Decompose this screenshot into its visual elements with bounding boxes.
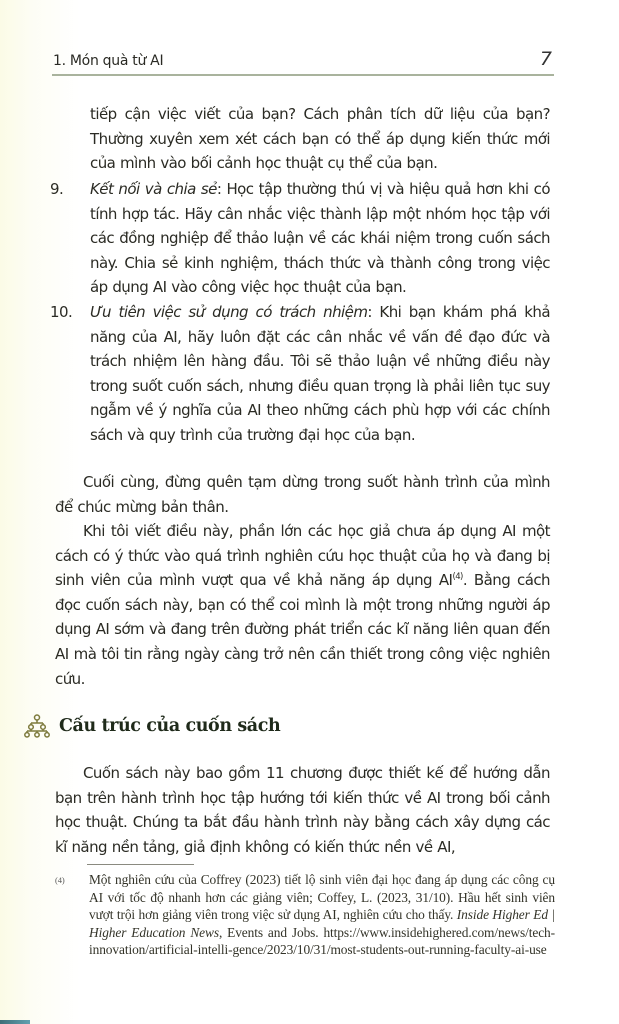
footnote-publication: Inside Higher Ed | Higher Education News: [89, 907, 555, 940]
paragraph-structure: Cuốn sách này bao gồm 11 chương được thiết kế để hướng dẫn bạn trên hành trình học tập hướng tới kiến thức về AI trong bối cảnh học thuật. Chúng ta bắt đầu hành trình này bằng cách xây dựng các kĩ năng nền tảng, giả định không có kiến thức nền về AI,: [55, 764, 550, 856]
list-lead: Ưu tiên việc sử dụng có trách nhiệm: [90, 303, 368, 321]
section-title: Cấu trúc của cuốn sách: [59, 716, 281, 736]
paragraph-adoption: Khi tôi viết điều này, phần lớn các học giả chưa áp dụng AI một cách có ý thức vào quá trình nghiên cứu học thuật của họ và đang bị sinh viên của mình vượt qua về khả năng áp dụng AI$^{(4)}$. Bằng cách đọc cuốn sách này, bạn có thể coi mình là một trong những người áp dụng AI sớm và đang trên đường phát triển các kĩ năng liên quan đến AI mà tôi tin rằng ngày càng trở nên cần thiết trong công việc nghiên cứu.: [55, 522, 550, 688]
list-number: 9.: [50, 180, 64, 198]
section-heading: [24, 712, 280, 740]
hierarchy-icon: [24, 714, 50, 738]
list-item-9: [50, 177, 550, 300]
continuation-paragraph: tiếp cận việc viết của bạn? Cách phân tích dữ liệu của bạn? Thường xuyên xem xét cách bạn có thể áp dụng kiến thức mới của mình vào bối cảnh học thuật cụ thể của bạn.: [90, 105, 550, 173]
list-text: : Khi bạn khám phá khả năng của AI, hãy luôn đặt các cân nhắc về vấn đề đạo đức và trách nhiệm lên hàng đầu. Tôi sẽ thảo luận về những điều này trong suốt cuốn sách, nhưng điều quan trọng là phải liên tục suy ngẫm về ý nghĩa của AI theo những cách phù hợp với các chính sách và quy trình của trường đại học của bạn.: [90, 303, 550, 444]
footnote-marker: (4): [55, 875, 65, 885]
footnote-reference[interactable]: (4): [452, 572, 463, 583]
list-text: : Học tập thường thú vị và hiệu quả hơn khi có tính hợp tác. Hãy cân nhắc việc thành lập một nhóm học tập với các đồng nghiệp để thảo luận về các khái niệm trong cuốn sách này. Chia sẻ kinh nghiệm, thách thức và thành công trong việc áp dụng AI vào công việc học thuật của bạn.: [90, 180, 551, 297]
footnote: [55, 871, 555, 959]
chapter-title: 1. Món quà từ AI: [53, 53, 164, 69]
paragraph-conclusion: Cuối cùng, đừng quên tạm dừng trong suốt hành trình của mình để chúc mừng bản thân.: [55, 473, 550, 516]
footnote-text: [89, 871, 555, 959]
list-content: [90, 177, 550, 300]
running-head: [52, 48, 554, 76]
paragraph-text: Bằng cách đọc cuốn sách này, bạn có thể coi mình là một trong những người áp dụng AI sớm và đang trên đường phát triển các kĩ năng liên quan đến AI mà tôi tin rằng ngày càng trở nên cần thiết trong công việc nghiên cứu.: [55, 571, 550, 688]
list-lead: Kết nối và chia sẻ: [90, 180, 217, 198]
footnote-divider: [87, 864, 194, 865]
paragraph-text: Khi tôi viết điều này, phần lớn các học giả chưa áp dụng AI một cách có ý thức vào quá trình nghiên cứu học thuật của họ và đang bị sinh viên của mình vượt qua về khả năng áp dụng AI: [55, 522, 550, 590]
footnote-link[interactable]: , Events and Jobs. https://www.insidehighered.com/news/tech-innovation/artificial-intelli-gence/2023/10/31/most-students-out-running-faculty-ai-use: [89, 924, 555, 958]
list-number: 10.: [50, 303, 73, 321]
footnote-text-part: Một nghiên cứu của Coffrey (2023) tiết lộ sinh viên đại học đang áp dụng các công cụ AI với tốc độ nhanh hơn các giảng viên; Coffey, L. (2023, 31/10). Hầu hết sinh viên vượt trội hơn giảng viên trong việc sử dụng AI, nghiên cứu cho thấy.: [89, 872, 555, 923]
list-item-10: [50, 300, 550, 448]
page-edge: [0, 1020, 30, 1024]
page-number: 7: [539, 48, 552, 70]
list-content: [90, 300, 550, 448]
